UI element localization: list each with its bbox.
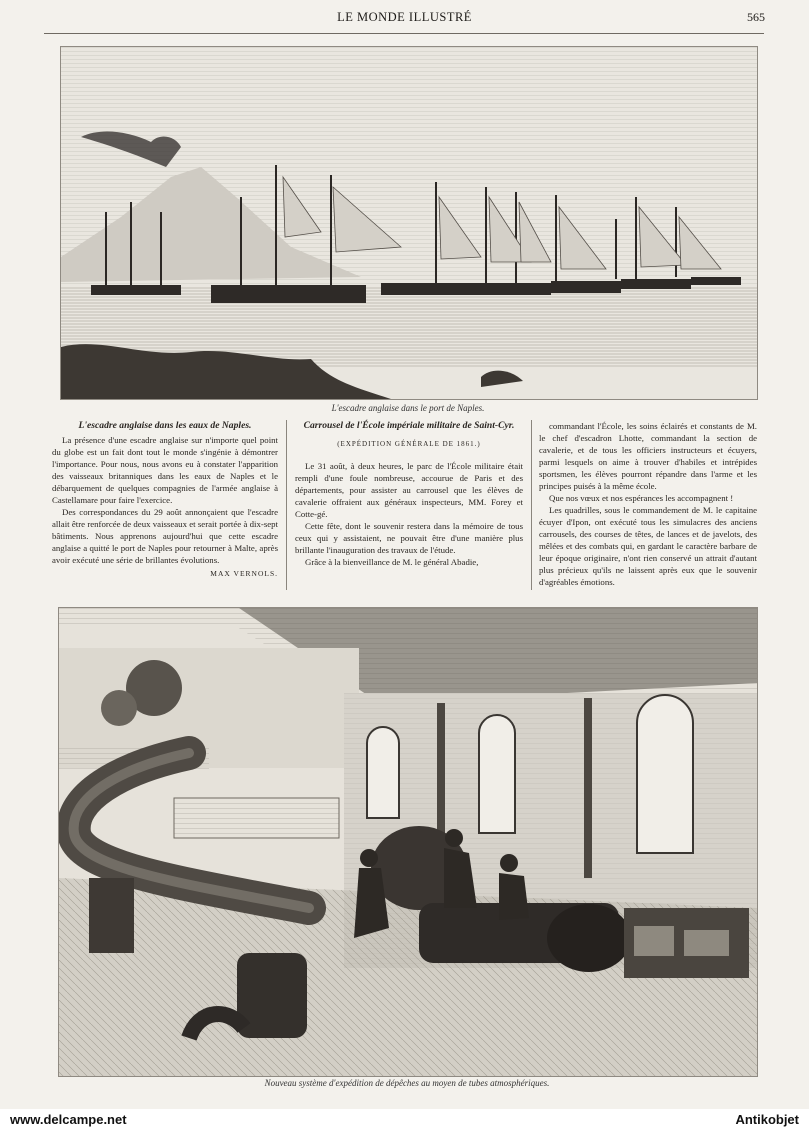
column-3-paragraph: Les quadrilles, sous le commandement de M. le capitaine écuyer d'Ipon, ont exécuté tous les simulacres des anciens carrousels, des courses de têtes, de lances et de javelots, des mêlées et des combats qui, en gardant le caractère barbare de leur époque originaire, n'ont rien conservé un attrait d'autant plus précieux qu'ils ne laissent après eux que le souvenir d'agréables émotions. <box>539 505 757 587</box>
fleet-engraving <box>60 46 758 400</box>
masthead-title: LE MONDE ILLUSTRÉ <box>337 10 472 24</box>
footer-right-text: Antikobjet <box>735 1112 799 1127</box>
header-rule <box>44 33 764 34</box>
column-2 <box>295 420 523 568</box>
column-1-signature: MAX VERNOLS. <box>210 569 278 578</box>
column-2-paragraph: Le 31 août, à deux heures, le parc de l'École militaire était rempli d'une foule nombreuse, accourue de Paris et des départements, pour assister au carrousel que les élèves de cavalerie offraient aux généraux inspecteurs, MM. Forey et Cotte-gé. <box>295 461 523 519</box>
top-figure-caption: L'escadre anglaise dans le port de Naples. <box>331 403 485 413</box>
column-1 <box>52 420 278 580</box>
pneumatic-tubes-engraving <box>58 607 758 1077</box>
pneumatic-tubes-illustration <box>59 608 757 1076</box>
watermark-footer <box>0 1109 809 1131</box>
column-1-paragraph: La présence d'une escadre anglaise sur n'importe quel point du globe est un fait dont tout le monde s'ingénie à démontrer l'importance. Pour nous, nous avons eu à constater l'apparition des vaisseaux britanniques dans les eaux de Naples et le débarquement de quelques compagnies de l'armée anglaise à Castellamare pour faire l'exercice. <box>52 435 278 505</box>
column-2-paragraph: Grâce à la bienveillance de M. le général Abadie, <box>305 557 479 567</box>
bottom-figure-caption: Nouveau système d'expédition de dépêches au moyen de tubes atmosphériques. <box>264 1078 550 1088</box>
column-2-paragraph: Cette fête, dont le souvenir restera dans la mémoire de tous ceux qui y assistaient, ne pouvait être d'une manière plus brillante l'inauguration des travaux de l'étude. <box>295 521 523 555</box>
column-1-paragraph: Des correspondances du 29 août annonçaient que l'escadre allait être renforcée de deux vaisseaux et serait portée à dix-sept bâtiments. Nous apprenons aujourd'hui que cette escadre anglaise a quitté le port de Naples pour retourner à Malte, après avoir exécuté une série de brillantes évolutions. <box>52 507 278 565</box>
column-divider <box>286 420 287 590</box>
column-3-paragraph: commandant l'École, les soins éclairés et constants de M. le chef d'escadron Lhotte, commandant la section de cavalerie, et de tous les officiers instructeurs et écuyers, parmi lesquels on aime à trouver d'habiles et intrépides sportsmen, les élèves pourront répandre dans l'arme et les principes puisés à la même école. <box>539 421 757 491</box>
footer-left-text: www.delcampe.net <box>10 1112 127 1127</box>
column-3-paragraph: Que nos vœux et nos espérances les accompagnent ! <box>549 493 734 503</box>
page-number: 565 <box>747 10 765 24</box>
fleet-illustration <box>61 47 757 399</box>
masthead <box>0 10 809 32</box>
column-3 <box>539 420 757 588</box>
column-1-heading: L'escadre anglaise dans les eaux de Naples. <box>78 420 252 431</box>
column-2-heading: Carrousel de l'École impériale militaire de Saint-Cyr. <box>303 420 515 431</box>
column-divider <box>531 420 532 590</box>
column-2-subheading: (EXPÉDITION GÉNÉRALE DE 1861.) <box>337 440 481 448</box>
